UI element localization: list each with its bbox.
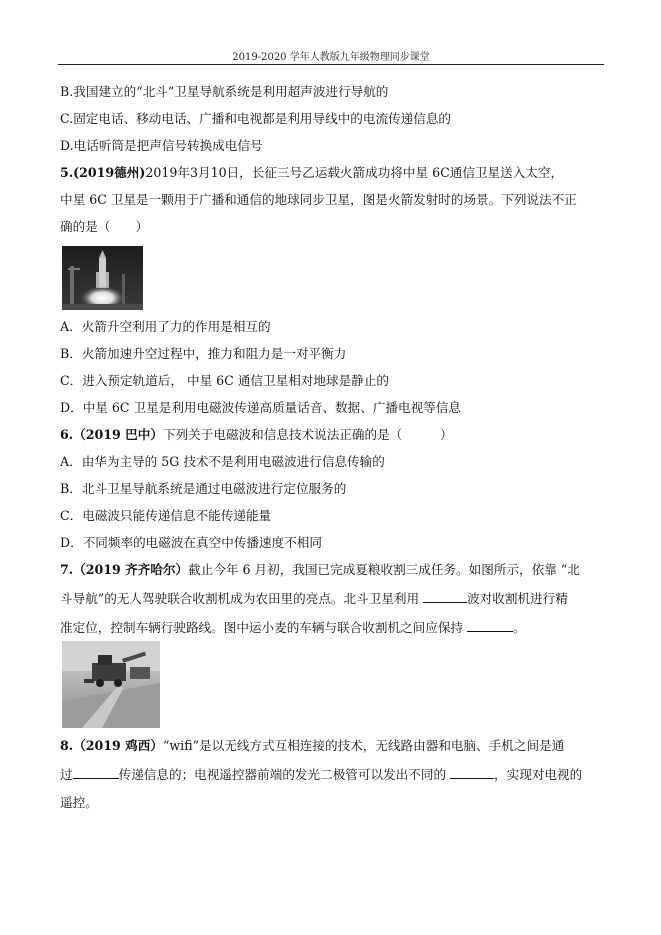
q6-option-a: A．由华为主导的 5G 技术不是利用电磁波进行信息传输的 [60,454,385,469]
q5-stem-line-2: 中星 6C 卫星是一颗用于广播和通信的地球同步卫星，图是火箭发射时的场景。下列说法不正 [60,192,577,207]
q5-stem-line-3: 确的是（ ） [60,219,149,234]
q8-stem-line-2 [60,766,582,784]
q6-stem-line [60,426,453,444]
q7-source: （2019 齐齐哈尔） [73,562,189,577]
q5-option-b: B．火箭加速升空过程中，推力和阻力是一对平衡力 [60,346,347,361]
q8-number: 8. [60,738,74,753]
q8-stem-line-3: 遥控。 [60,795,98,810]
q6-option-d: D．不同频率的电磁波在真空中传播速度不相同 [60,535,322,550]
q8-stem-text-2a: 过 [60,767,73,782]
q5-option-a: A．火箭升空利用了力的作用是相互的 [60,319,271,334]
q8-source: （2019 鸡西） [73,738,163,753]
q6-option-c: C．电磁波只能传递信息不能传递能量 [60,508,272,523]
q5-option-d: D．中星 6C 卫星是利用电磁波传递高质量话音、数据、广播电视等信息 [60,400,461,415]
q6-source: （2019 巴中） [73,427,163,442]
q5-stem-text-1: 2019年3月10日，长征三号乙运载火箭成功将中星 6C通信卫星送入太空， [145,165,564,180]
q4-option-c: C.固定电话、移动电话、广播和电视都是利用导线中的电流传递信息的 [60,111,452,126]
q8-stem-text-2c: ，实现对电视的 [494,767,583,782]
q6-stem-text: 下列关于电磁波和信息技术说法正确的是（ ） [162,427,453,442]
q7-stem-line-3 [60,619,526,637]
q7-stem-line-1 [60,561,580,579]
q7-stem-text-3: 准定位，控制车辆行驶路线。图中运小麦的车辆与联合收割机之间应保持 [60,620,463,635]
q7-number: 7. [60,562,74,577]
q5-source: (2019德州) [73,165,146,180]
q4-option-b: B.我国建立的“北斗”卫星导航系统是利用超声波进行导航的 [60,84,389,99]
harvester-photo [62,641,160,728]
q8-answer-blank-2[interactable] [450,766,494,779]
q6-number: 6. [60,427,74,442]
q8-stem-text-2b: 传递信息的；电视遥控器前端的发光二极管可以发出不同的 [118,767,447,782]
rocket-launch-photo [62,246,143,310]
q7-stem-text-1: 截止今年 6 月初，我国已完成夏粮收割三成任务。如图所示，依靠 “北 [188,562,580,577]
q5-option-c: C．进入预定轨道后， 中星 6C 通信卫星相对地球是静止的 [60,373,389,388]
q7-stem-text-2: 斗导航”的无人驾驶联合收割机成为农田里的亮点。北斗卫星利用 [60,591,420,606]
q7-answer-blank-2[interactable] [467,619,513,632]
q5-stem-line-1 [60,164,563,182]
q7-stem-text-2b: 波对收割机进行精 [467,591,568,606]
q7-stem-text-3b: 。 [513,620,526,635]
q7-stem-line-2 [60,590,568,608]
page-header: 2019-2020 学年人教版九年级物理同步课堂 [232,52,430,63]
q7-answer-blank-1[interactable] [423,590,467,603]
q8-answer-blank-1[interactable] [73,766,119,779]
q6-option-b: B．北斗卫星导航系统是通过电磁波进行定位服务的 [60,481,347,496]
q8-stem-text-1: “wifi”是以无线方式互相连接的技术，无线路由器和电脑、手机之间是通 [162,738,565,753]
header-divider [58,64,604,65]
q5-number: 5. [60,165,74,180]
q4-option-d: D.电话听筒是把声信号转换成电信号 [60,138,263,153]
q8-stem-line-1 [60,737,564,755]
